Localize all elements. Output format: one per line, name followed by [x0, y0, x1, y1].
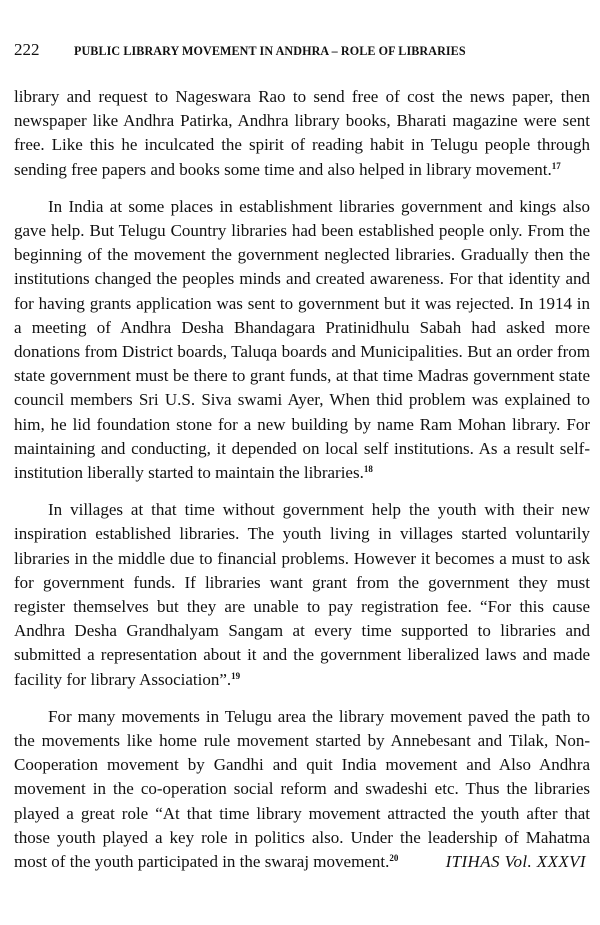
paragraph-text: In villages at that time without government help the youth with their new inspiration established libraries. The youth living in villages started voluntarily libraries in the middle due to financial problems. However it becomes a must to ask for government funds. If libraries want grant from the government they must register themselves but they are unable to pay registration fee. “For this cause Andhra Desha Grandhalyam Sangam at every time supported to libraries and submitted a representation about it and the government liberalized laws and made facility for library Association”. — [14, 500, 590, 689]
paragraph-text: library and request to Nageswara Rao to send free of cost the news paper, then newspaper like Andhra Patirka, Andhra library books, Bharati magazine were sent free. Like this he inculcated the spirit of reading habit in Telugu people through sending free papers and books some time and also helped in library movement. — [14, 87, 590, 179]
footnote-ref: 17 — [551, 160, 561, 171]
running-header — [14, 40, 594, 61]
footnote-ref: 19 — [231, 670, 241, 681]
body-text — [14, 85, 590, 887]
page-number: 222 — [14, 40, 40, 59]
paragraph-text: For many movements in Telugu area the library movement paved the path to the movements like home rule movement started by Annebesant and Tilak, Non-Cooperation movement by Gandhi and quit India movement and Also Andhra movement in the co-operation social reform and swadeshi etc. Thus the libraries played a great role “At that time library movement attracted the youth after that those youth played a key role in politics also. Under the leadership of Mahatma most of the youth participated in the swaraj movement. — [14, 706, 590, 872]
paragraph-2 — [14, 195, 590, 485]
footnote-ref: 20 — [389, 853, 399, 864]
running-title: PUBLIC LIBRARY MOVEMENT IN ANDHRA – ROLE OF LIBRARIES — [74, 43, 466, 58]
paragraph-4 — [14, 705, 590, 874]
paragraph-3 — [14, 498, 590, 692]
paragraph-text: In India at some places in establishment libraries government and kings also gave help. But Telugu Country libraries had been established people only. From the beginning of the movement the government neglected libraries. Gradually then the institutions changed the peoples minds and created awareness. For that identity and for having grants application was sent to government but it was rejected. In 1914 in a meeting of Andhra Desha Bhandagara Pratinidhulu Sabah had asked more donations from District boards, Taluqa boards and Municipalities. But an order from state government must be there to grant funds, at that time Madras government state council members Sri U.S. Siva swami Ayer, When thid problem was explained to him, he lid foundation stone for a new building by name Ram Mohan library. For maintaining and conducting, it depended on local self institutions. As a result self-institution liberally started to maintain the libraries. — [14, 196, 590, 483]
paragraph-1 — [14, 85, 590, 182]
journal-footer: ITIHAS Vol. XXXVI — [445, 852, 586, 871]
footnote-ref: 18 — [363, 464, 373, 475]
